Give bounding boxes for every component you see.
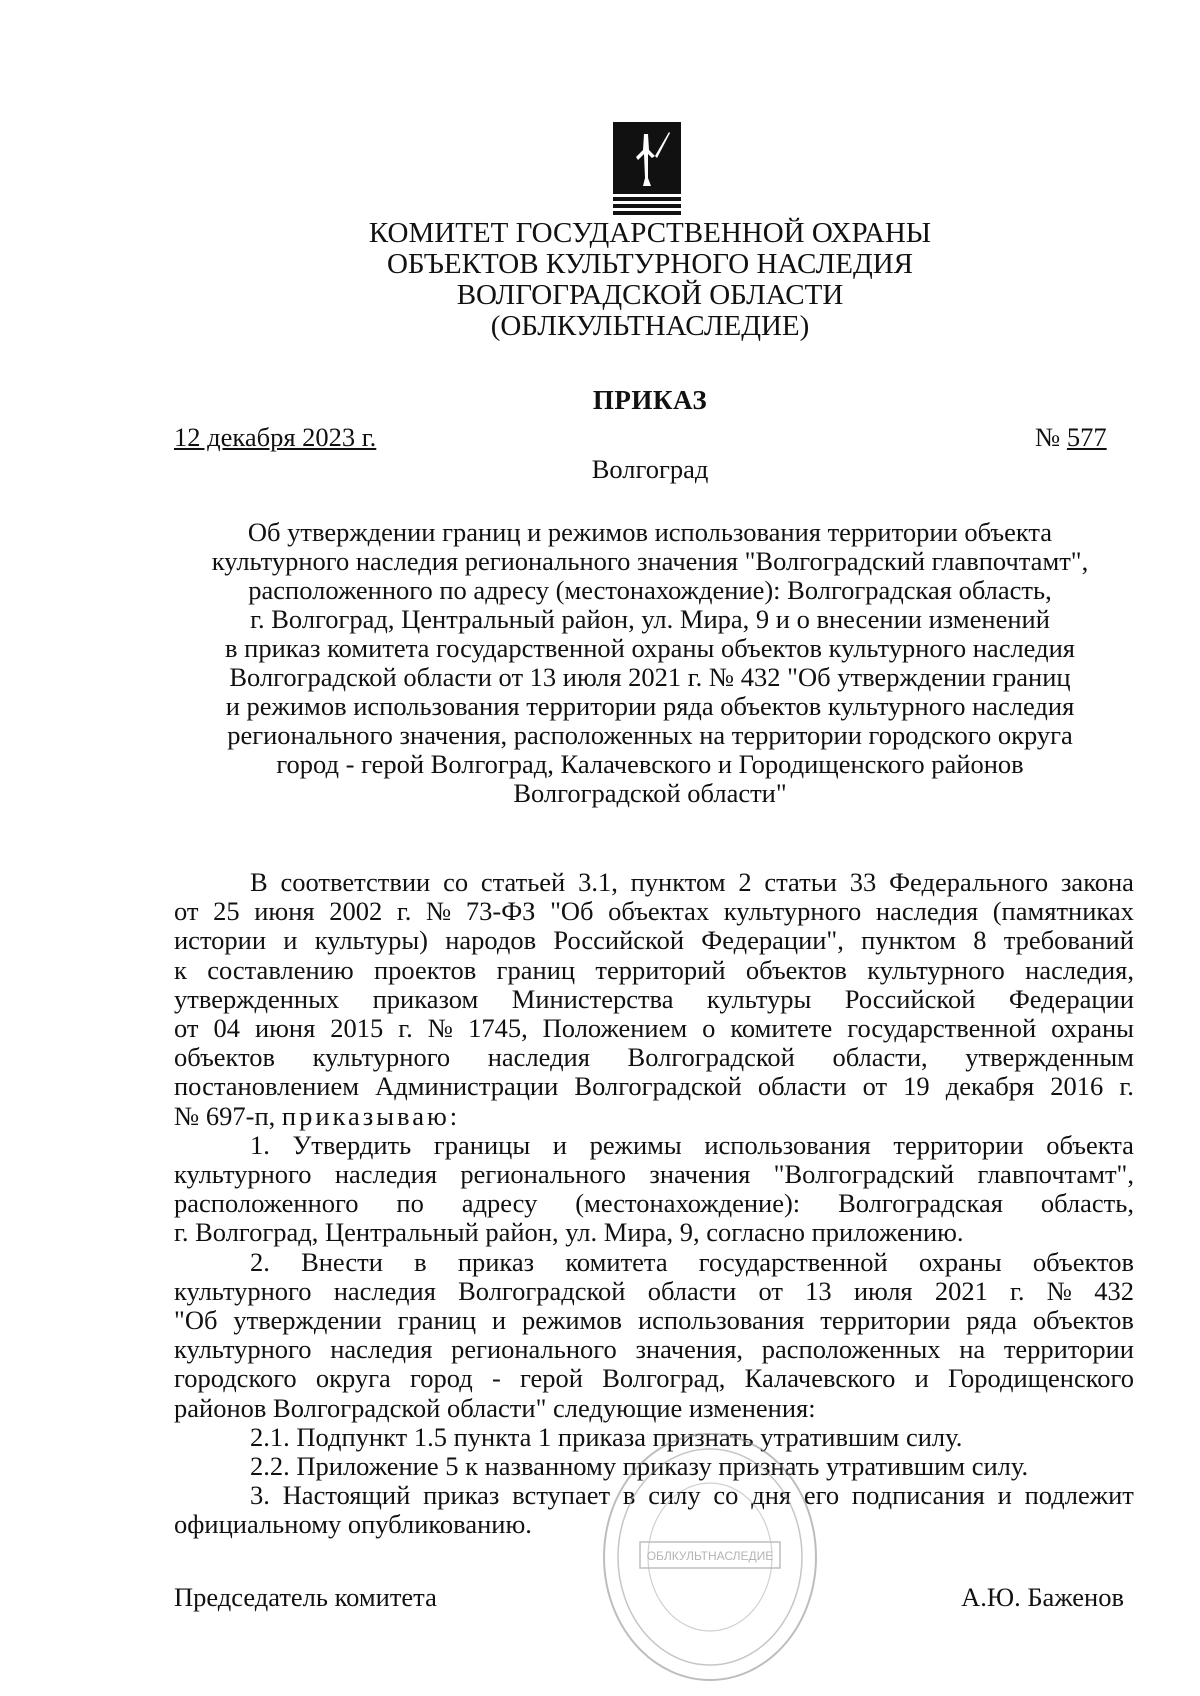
document-number [1035,422,1107,453]
word: герой [520,1363,583,1394]
volgograd-emblem-icon [611,120,683,220]
word: 2. [250,1246,270,1277]
word: г. [1010,1275,1025,1306]
word: проектов [373,954,477,985]
word: Федерации [1008,983,1134,1014]
subject-line: Об утверждении границ и режимов использования территории объекта [247,517,1053,547]
body-line [174,1072,1134,1101]
word: на [959,1334,986,1365]
word: от [758,1275,783,1306]
word: № [1046,1275,1073,1306]
word: объектах [608,896,710,927]
word: область, [1040,1188,1134,1219]
word: территории [820,1305,951,1336]
document-date: 12 декабря 2023 г. [174,422,377,452]
subject-line: г. Волгоград, Центральный район, ул. Мира, 9 и о внесении изменений [250,604,1050,634]
word: дня [751,1480,792,1511]
word: режимы [589,1129,682,1160]
word: городского [174,1363,297,1394]
item-2-line [174,1306,1134,1335]
word: "Волгоградский [773,1159,955,1190]
word: июня [254,1013,316,1044]
word: силу [648,1480,701,1511]
body-line [174,1102,1134,1131]
subject-line: регионального значения, расположенных на территории городского округа [227,720,1073,750]
word: Федерального [889,867,1049,897]
word: наследия [875,896,979,927]
word: и [914,1363,929,1394]
word: культурного [312,1042,451,1073]
word: о [702,1013,716,1044]
word: и [491,1305,507,1336]
item-1-line [174,1131,1134,1160]
word: использования [704,1129,871,1160]
word: культурного [174,1159,312,1190]
subject-line: Волгоградской области от 13 июля 2021 г. № 432 "Об утверждении границ [229,662,1071,692]
word: соответствии [280,867,431,897]
item-2-line [174,1277,1134,1306]
word: области [757,1071,847,1102]
word: Калачевского [744,1363,896,1394]
body-line [174,926,1134,955]
word: комитета [565,1246,668,1277]
body-line [174,1014,1134,1043]
word: Администрации [375,1071,559,1102]
word: город [410,1363,473,1394]
word: 2 [738,867,752,897]
word: требований [1003,925,1134,956]
word: статьи [764,867,837,897]
word: регионального [451,1334,617,1365]
word: вступает [512,1480,611,1511]
word: со [443,867,469,897]
word: 73-ФЗ [465,896,536,927]
word: главпочтамт", [977,1159,1134,1190]
word: утверждении [233,1305,382,1336]
word: № [427,1013,454,1044]
word: Российской [844,983,976,1014]
word: 2002 [329,896,383,927]
word: наследия [334,1159,438,1190]
word: Городищенского [947,1363,1134,1394]
seal-center-text: ОБЛКУЛЬТНАСЛЕДИЕ [646,1549,774,1563]
document-city: Волгоград [591,454,709,484]
word: 8 [973,925,987,956]
item-3-line: официальному опубликованию. [174,1509,532,1540]
word: статьей [480,867,566,897]
subject-line: город - герой Волгоград, Калачевского и Городищенского районов [276,749,1024,779]
word: 19 [903,1071,930,1102]
word: июля [853,1275,913,1306]
subject-line: в приказ комитета государственной охраны объектов культурного наследия [225,633,1075,663]
word: Волгоградской [627,1042,795,1073]
document-title: ПРИКАЗ [592,385,708,415]
word: утвержденных [174,983,340,1014]
word: объектов [1032,1305,1134,1336]
word: Утвердить [292,1129,412,1160]
word: Настоящий [282,1480,411,1511]
word: области [647,1275,737,1306]
word: комитете [730,1013,833,1044]
word: объектов [745,954,847,985]
word: 2016 [1050,1071,1104,1102]
item-1-line [174,1160,1134,1189]
word: 3. [250,1480,270,1511]
word: Федерации", [701,925,844,956]
word: в [414,1246,427,1277]
word: культуры) [314,925,428,956]
word: 13 [805,1275,832,1306]
body-line [174,897,1134,926]
number-prefix: № [1035,422,1067,452]
word: 2015 [330,1013,384,1044]
word: от [174,896,199,927]
word: 33 [849,867,877,897]
document-subject [0,518,1200,808]
word: 3.1, [578,867,618,897]
word: от [174,1013,199,1044]
item-2-line [174,1248,1134,1277]
word: июня [254,896,315,927]
word: Внести [301,1246,383,1277]
word: Волгоградской [574,1071,742,1102]
word: (местонахождение): [575,1188,801,1219]
word: границ [496,954,576,985]
word: наследия [330,1334,433,1365]
subject-line: и режимов использования территории ряда объектов культурного наследия [225,691,1075,721]
word: адресу [461,1188,538,1219]
word: подлежит [1024,1480,1134,1511]
word: округа [315,1363,391,1394]
word: наследия [333,1275,436,1306]
word: в [622,1480,636,1511]
resolution-number: № 697-п, [174,1100,276,1131]
word: пунктом [861,925,957,956]
body-line [174,956,1134,985]
word: Положением [542,1013,688,1044]
word: 25 [213,896,240,927]
word: утвержденным [965,1042,1134,1073]
word: - [491,1363,501,1394]
word: Волгоградская [838,1188,1003,1219]
official-seal-icon [600,1430,820,1685]
word: приказ [423,1480,500,1511]
order-word: приказываю: [281,1100,461,1131]
item-1-line [174,1189,1134,1218]
word: территории [893,1129,1024,1160]
word: подписания [851,1480,985,1511]
organization-header [0,218,1200,342]
word: охраны [918,1246,1002,1277]
word: расположенного [174,1188,359,1219]
word: регионального [460,1159,627,1190]
word: закона [1060,867,1134,897]
body-line [174,868,1134,897]
item-2-1: 2.1. Подпункт 1.5 пункта 1 приказа признать утратившим силу. [250,1421,963,1452]
word: области, [832,1042,928,1073]
word: расположенных [761,1334,941,1365]
word: 04 [213,1013,240,1044]
word: составлению [207,954,354,985]
word: значения, [635,1334,744,1365]
word: декабря [945,1071,1035,1102]
word: приказ [457,1246,535,1277]
word: государственной [698,1246,888,1277]
item-2-line [174,1364,1134,1393]
word: охраны [1051,1013,1134,1044]
word: и [552,1129,567,1160]
word: наследия [487,1042,590,1073]
word: приказом [372,983,479,1014]
word: Министерства [511,983,674,1014]
word: "Об [174,1305,218,1336]
word: 1745, [468,1013,528,1044]
word: со [713,1480,739,1511]
word: территории [1003,1334,1134,1365]
word: объекта [1046,1129,1134,1160]
word: наследия, [1025,954,1134,985]
word: использования [637,1305,805,1336]
header-line: (ОБЛКУЛЬТНАСЛЕДИЕ) [490,310,810,342]
header-line: ОБЪЕКТОВ КУЛЬТУРНОГО НАСЛЕДИЯ [386,248,914,280]
word: г. [398,1013,413,1044]
word: территорий [595,954,726,985]
word: значения [649,1159,751,1190]
subject-line: расположенного по адресу (местонахождение): Волгоградская область, [248,575,1052,605]
subject-line: культурного наследия регионального значения "Волгоградский главпочтамт", [211,546,1089,576]
word: пунктом [630,867,726,897]
word: 432 [1094,1275,1134,1306]
subject-line: Волгоградской области" [513,778,787,808]
word: по [396,1188,424,1219]
word: "Об [550,896,594,927]
item-2-line: районов Волгоградской области" следующие изменения: [174,1392,816,1423]
body-line [174,985,1134,1014]
word: границ [397,1305,477,1336]
word: от [862,1071,888,1102]
body-line [174,1043,1134,1072]
word: № [425,896,452,927]
word: ряда [966,1305,1017,1336]
signatory-name: А.Ю. Баженов [961,1582,1124,1612]
word: г. [396,896,412,927]
word: культуры [706,983,812,1014]
word: культурного [174,1275,312,1306]
word: государственной [847,1013,1037,1044]
word: объектов [1032,1246,1134,1277]
word: В [250,867,268,897]
item-2-line [174,1335,1134,1364]
word: Российской [553,925,685,956]
word: 2021 [934,1275,988,1306]
word: объектов [174,1042,276,1073]
word: культурного [723,896,862,927]
header-line: КОМИТЕТ ГОСУДАРСТВЕННОЙ ОХРАНЫ [368,217,932,249]
word: 1. [250,1129,270,1160]
word: границы [433,1129,531,1160]
header-line: ВОЛГОГРАДСКОЙ ОБЛАСТИ [456,279,844,311]
word: истории [174,925,267,956]
word: г. [1119,1071,1134,1102]
word: и [997,1480,1012,1511]
word: Волгоград, [602,1363,726,1394]
item-2-2: 2.2. Приложение 5 к названному приказу признать утратившим силу. [250,1451,1029,1482]
word: Волгоградской [458,1275,626,1306]
number-value: 577 [1066,422,1107,452]
word: постановлением [174,1071,359,1102]
word: культурного [174,1334,312,1365]
item-1-line: г. Волгоград, Центральный район, ул. Мира, 9, согласно приложению. [174,1217,964,1248]
word: (памятниках [992,896,1134,927]
word: народов [445,925,537,956]
word: и [283,925,298,956]
signatory-position: Председатель комитета [174,1582,437,1612]
word: культурного [867,954,1005,985]
word: к [174,954,187,985]
word: режимов [522,1305,623,1336]
word: его [803,1480,840,1511]
